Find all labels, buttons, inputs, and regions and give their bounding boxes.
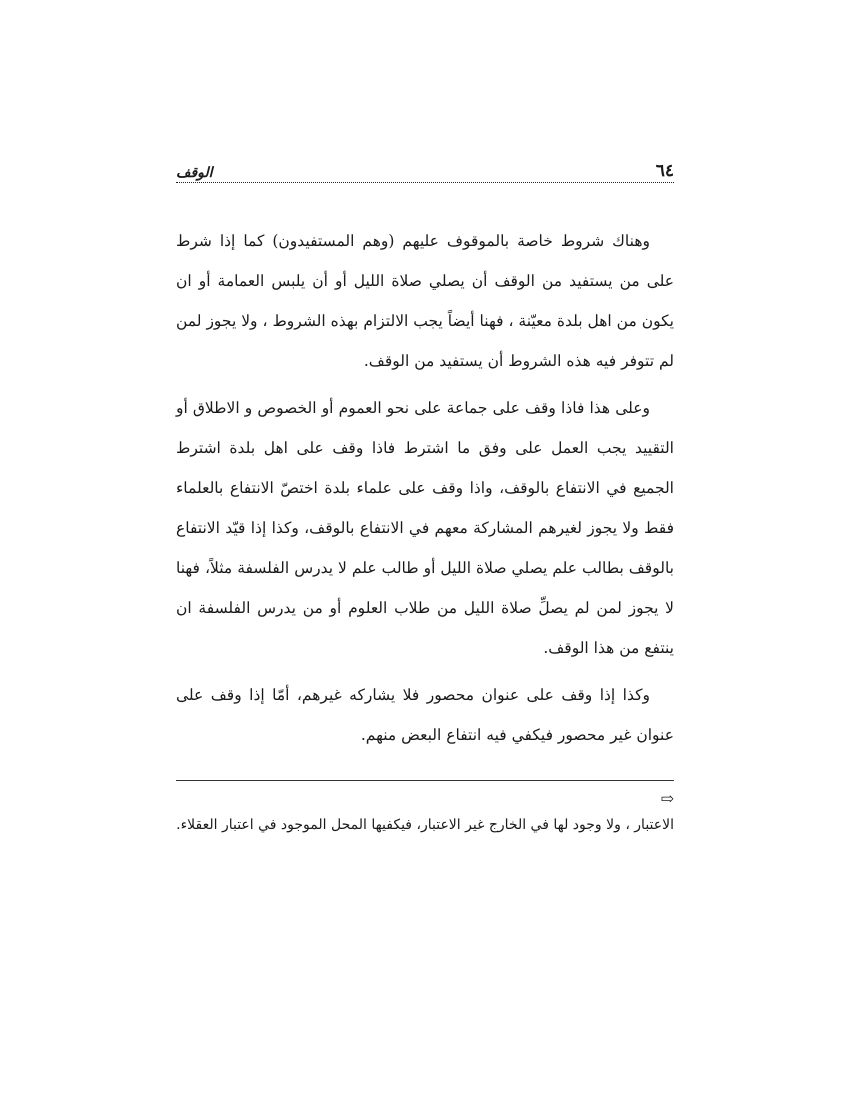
paragraph: وعلى هذا فاذا وقف على جماعة على نحو العموم أو الخصوص و الاطلاق أو التقييد يجب العمل على وفق ما اشترط فاذا وقف على اهل بلدة اشترط الجميع في الانتفاع بالوقف، واذا وقف على علماء بلدة اختصّ الانتفاع بالعلماء فقط ولا يجوز لغيرهم المشاركة معهم في الانتفاع بالوقف، وكذا إذا قيّد الانتفاع بالوقف بطالب علم يصلي صلاة الليل أو طالب علم لا يدرس الفلسفة مثلاً، فهنا لا يجوز لمن لم يصلِّ صلاة الليل من طلاب العلوم أو من يدرس الفلسفة ان ينتفع من هذا الوقف. <box>176 399 674 657</box>
paragraph: وكذا إذا وقف على عنوان محصور فلا يشاركه غيرهم، أمّا إذا وقف على عنوان غير محصور فيكفي فيه انتفاع البعض منهم. <box>176 686 674 744</box>
running-title: الوقف <box>176 165 213 181</box>
body-text <box>176 221 674 755</box>
paragraph: وهناك شروط خاصة بالموقوف عليهم (وهم المستفيدون) كما إذا شرط على من يستفيد من الوقف أن يصلي صلاة الليل أو أن يلبس العمامة أو ان يكون من اهل بلدة معيّنة ، فهنا أيضاً يجب الالتزام بهذه الشروط ، ولا يجوز لمن لم تتوفر فيه هذه الشروط أن يستفيد من الوقف. <box>176 232 674 370</box>
page-header <box>176 150 674 183</box>
footnote-divider <box>176 780 674 781</box>
continuation-arrow-icon: ⇨ <box>660 789 674 808</box>
footnote-text: الاعتبار ، ولا وجود لها في الخارج غير الاعتبار، فيكفيها المحل الموجود في اعتبار العقلاء. <box>176 817 674 833</box>
page-number: ٦٤ <box>655 161 674 181</box>
footnote-section <box>176 780 674 839</box>
page-content <box>176 150 674 762</box>
